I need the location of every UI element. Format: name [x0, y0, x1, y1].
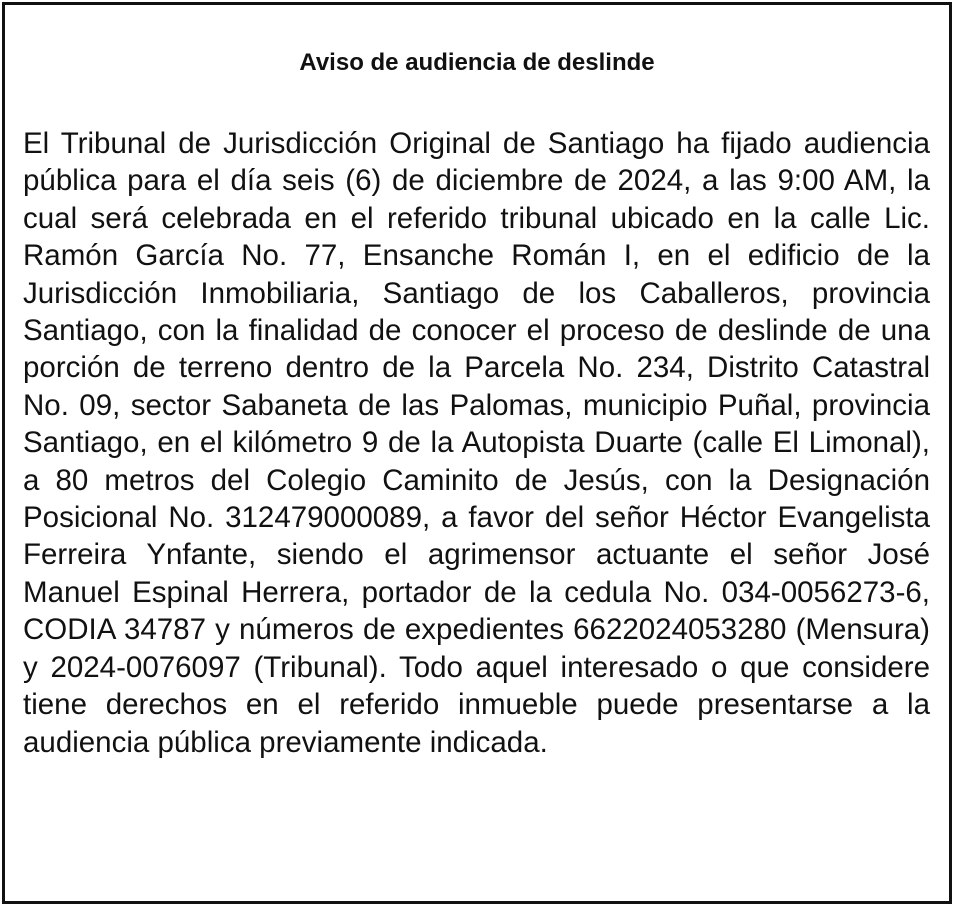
notice-title: Aviso de audiencia de deslinde	[299, 49, 655, 76]
notice-box	[2, 2, 952, 904]
notice-body: El Tribunal de Jurisdicción Original de Santiago ha fijado audiencia pública para el día seis (6) de diciembre de 2024, a las 9:00 AM, la cual será celebrada en el referido tribunal ubicado en la calle Lic. Ramón García No. 77, Ensanche Román I, en el edificio de la Jurisdicción Inmobiliaria, Santiago de los Caballeros, provincia Santiago, con la finalidad de conocer el proceso de deslinde de una porción de terreno dentro de la Parcela No. 234, Distrito Catastral No. 09, sector Sabaneta de las Palomas, municipio Puñal, provincia Santiago, en el kilómetro 9 de la Autopista Duarte (calle El Limonal), a 80 metros del Colegio Caminito de Jesús, con la Designación Posicional No. 312479000089, a favor del señor Héctor Evangelista Ferreira Ynfante, siendo el agrimensor actuante el señor José Manuel Espinal Herrera, portador de la cedula No. 034-0056273-6, CODIA 34787 y números de expedientes 6622024053280 (Mensura) y 2024-0076097 (Tribunal). Todo aquel interesado o que considere tiene derechos en el referido inmueble puede presentarse a la audiencia pública previamente indicada.	[23, 127, 930, 759]
